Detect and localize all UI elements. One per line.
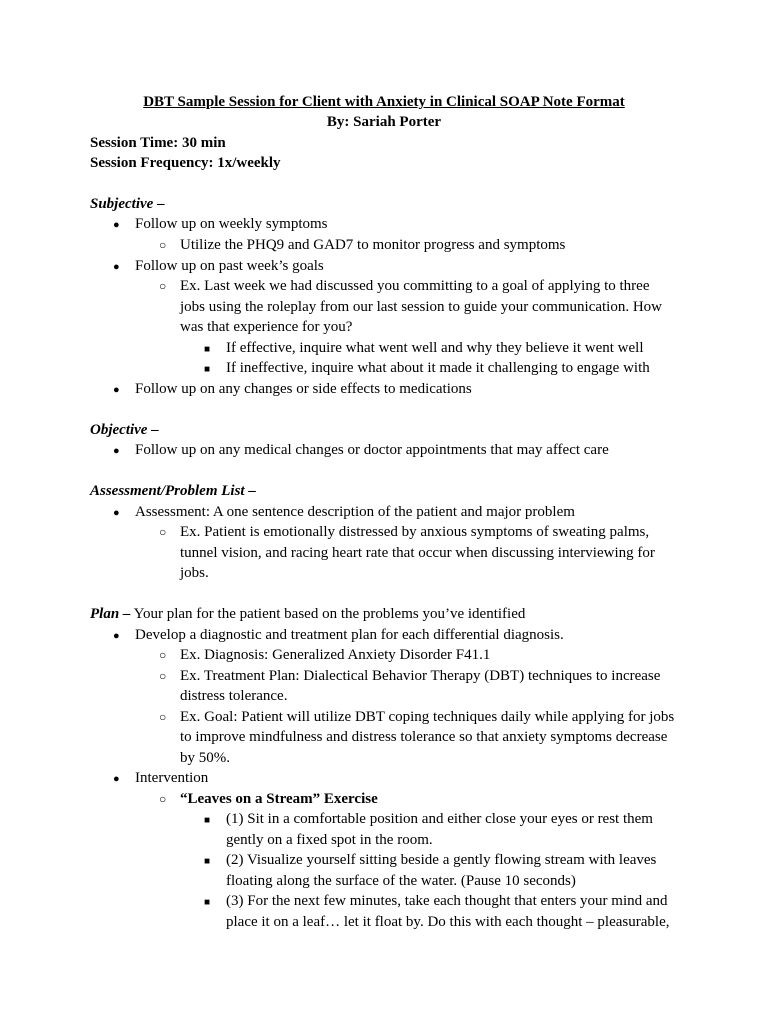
plan-heading-description: Your plan for the patient based on the problems you’ve identified — [130, 606, 526, 622]
bullet-icon — [113, 256, 120, 277]
list-item: Assessment: A one sentence description of the patient and major problem — [135, 504, 575, 520]
bullet-icon — [113, 625, 120, 646]
bullet-icon — [113, 768, 120, 789]
list-item-continued: jobs. — [180, 565, 209, 581]
bullet-icon — [113, 502, 120, 523]
list-item: Utilize the PHQ9 and GAD7 to monitor progress and symptoms — [180, 237, 566, 253]
list-item: If effective, inquire what went well and why they believe it went well — [226, 340, 644, 356]
list-item: Ex. Treatment Plan: Dialectical Behavior Therapy (DBT) techniques to increase — [180, 668, 661, 684]
circle-bullet-icon — [159, 235, 166, 255]
list-item-continued: place it on a leaf… let it float by. Do this with each thought – pleasurable, — [226, 914, 670, 930]
session-time: Session Time: 30 min — [90, 135, 226, 151]
circle-bullet-icon — [159, 645, 166, 665]
bullet-icon — [113, 379, 120, 400]
list-item: Ex. Diagnosis: Generalized Anxiety Disorder F41.1 — [180, 647, 491, 663]
plan-heading-line — [90, 604, 525, 624]
list-item-continued: was that experience for you? — [180, 319, 353, 335]
bullet-icon — [113, 214, 120, 235]
circle-bullet-icon — [159, 522, 166, 542]
list-item: Follow up on any medical changes or doctor appointments that may affect care — [135, 442, 609, 458]
assessment-heading: Assessment/Problem List – — [90, 483, 256, 499]
square-bullet-icon — [204, 338, 210, 360]
list-item-continued: jobs using the roleplay from our last session to guide your communication. How — [180, 299, 663, 315]
list-item: Follow up on past week’s goals — [135, 258, 324, 274]
list-item: (2) Visualize yourself sitting beside a gently flowing stream with leaves — [226, 852, 657, 868]
circle-bullet-icon — [159, 707, 166, 727]
list-item: Intervention — [135, 770, 209, 786]
exercise-title: “Leaves on a Stream” Exercise — [180, 791, 378, 807]
list-item-continued: to improve mindfulness and distress tolerance so that anxiety symptoms decrease — [180, 729, 668, 745]
list-item-continued: distress tolerance. — [180, 688, 288, 704]
list-item: (3) For the next few minutes, take each thought that enters your mind and — [226, 893, 668, 909]
list-item: Follow up on any changes or side effects to medications — [135, 381, 472, 397]
list-item-continued: by 50%. — [180, 750, 230, 766]
list-item: If ineffective, inquire what about it made it challenging to engage with — [226, 360, 650, 376]
document-title: DBT Sample Session for Client with Anxiety in Clinical SOAP Note Format — [143, 94, 625, 110]
square-bullet-icon — [204, 358, 210, 380]
session-frequency: Session Frequency: 1x/weekly — [90, 155, 281, 171]
plan-heading: Plan – — [90, 606, 131, 622]
square-bullet-icon — [204, 809, 210, 831]
list-item-continued: floating along the surface of the water. (Pause 10 seconds) — [226, 873, 576, 889]
list-item-continued: gently on a fixed spot in the room. — [226, 832, 433, 848]
objective-heading: Objective – — [90, 422, 159, 438]
list-item: Develop a diagnostic and treatment plan for each differential diagnosis. — [135, 627, 564, 643]
list-item: Ex. Last week we had discussed you committing to a goal of applying to three — [180, 278, 650, 294]
list-item: Ex. Patient is emotionally distressed by anxious symptoms of sweating palms, — [180, 524, 650, 540]
document-author: By: Sariah Porter — [326, 114, 442, 130]
list-item: (1) Sit in a comfortable position and either close your eyes or rest them — [226, 811, 653, 827]
square-bullet-icon — [204, 850, 210, 872]
subjective-heading: Subjective – — [90, 196, 165, 212]
square-bullet-icon — [204, 891, 210, 913]
circle-bullet-icon — [159, 276, 166, 296]
list-item-continued: tunnel vision, and racing heart rate that occur when discussing interviewing for — [180, 545, 655, 561]
list-item: Follow up on weekly symptoms — [135, 216, 328, 232]
circle-bullet-icon — [159, 666, 166, 686]
circle-bullet-icon — [159, 789, 166, 809]
bullet-icon — [113, 440, 120, 461]
list-item: Ex. Goal: Patient will utilize DBT coping techniques daily while applying for jobs — [180, 709, 675, 725]
